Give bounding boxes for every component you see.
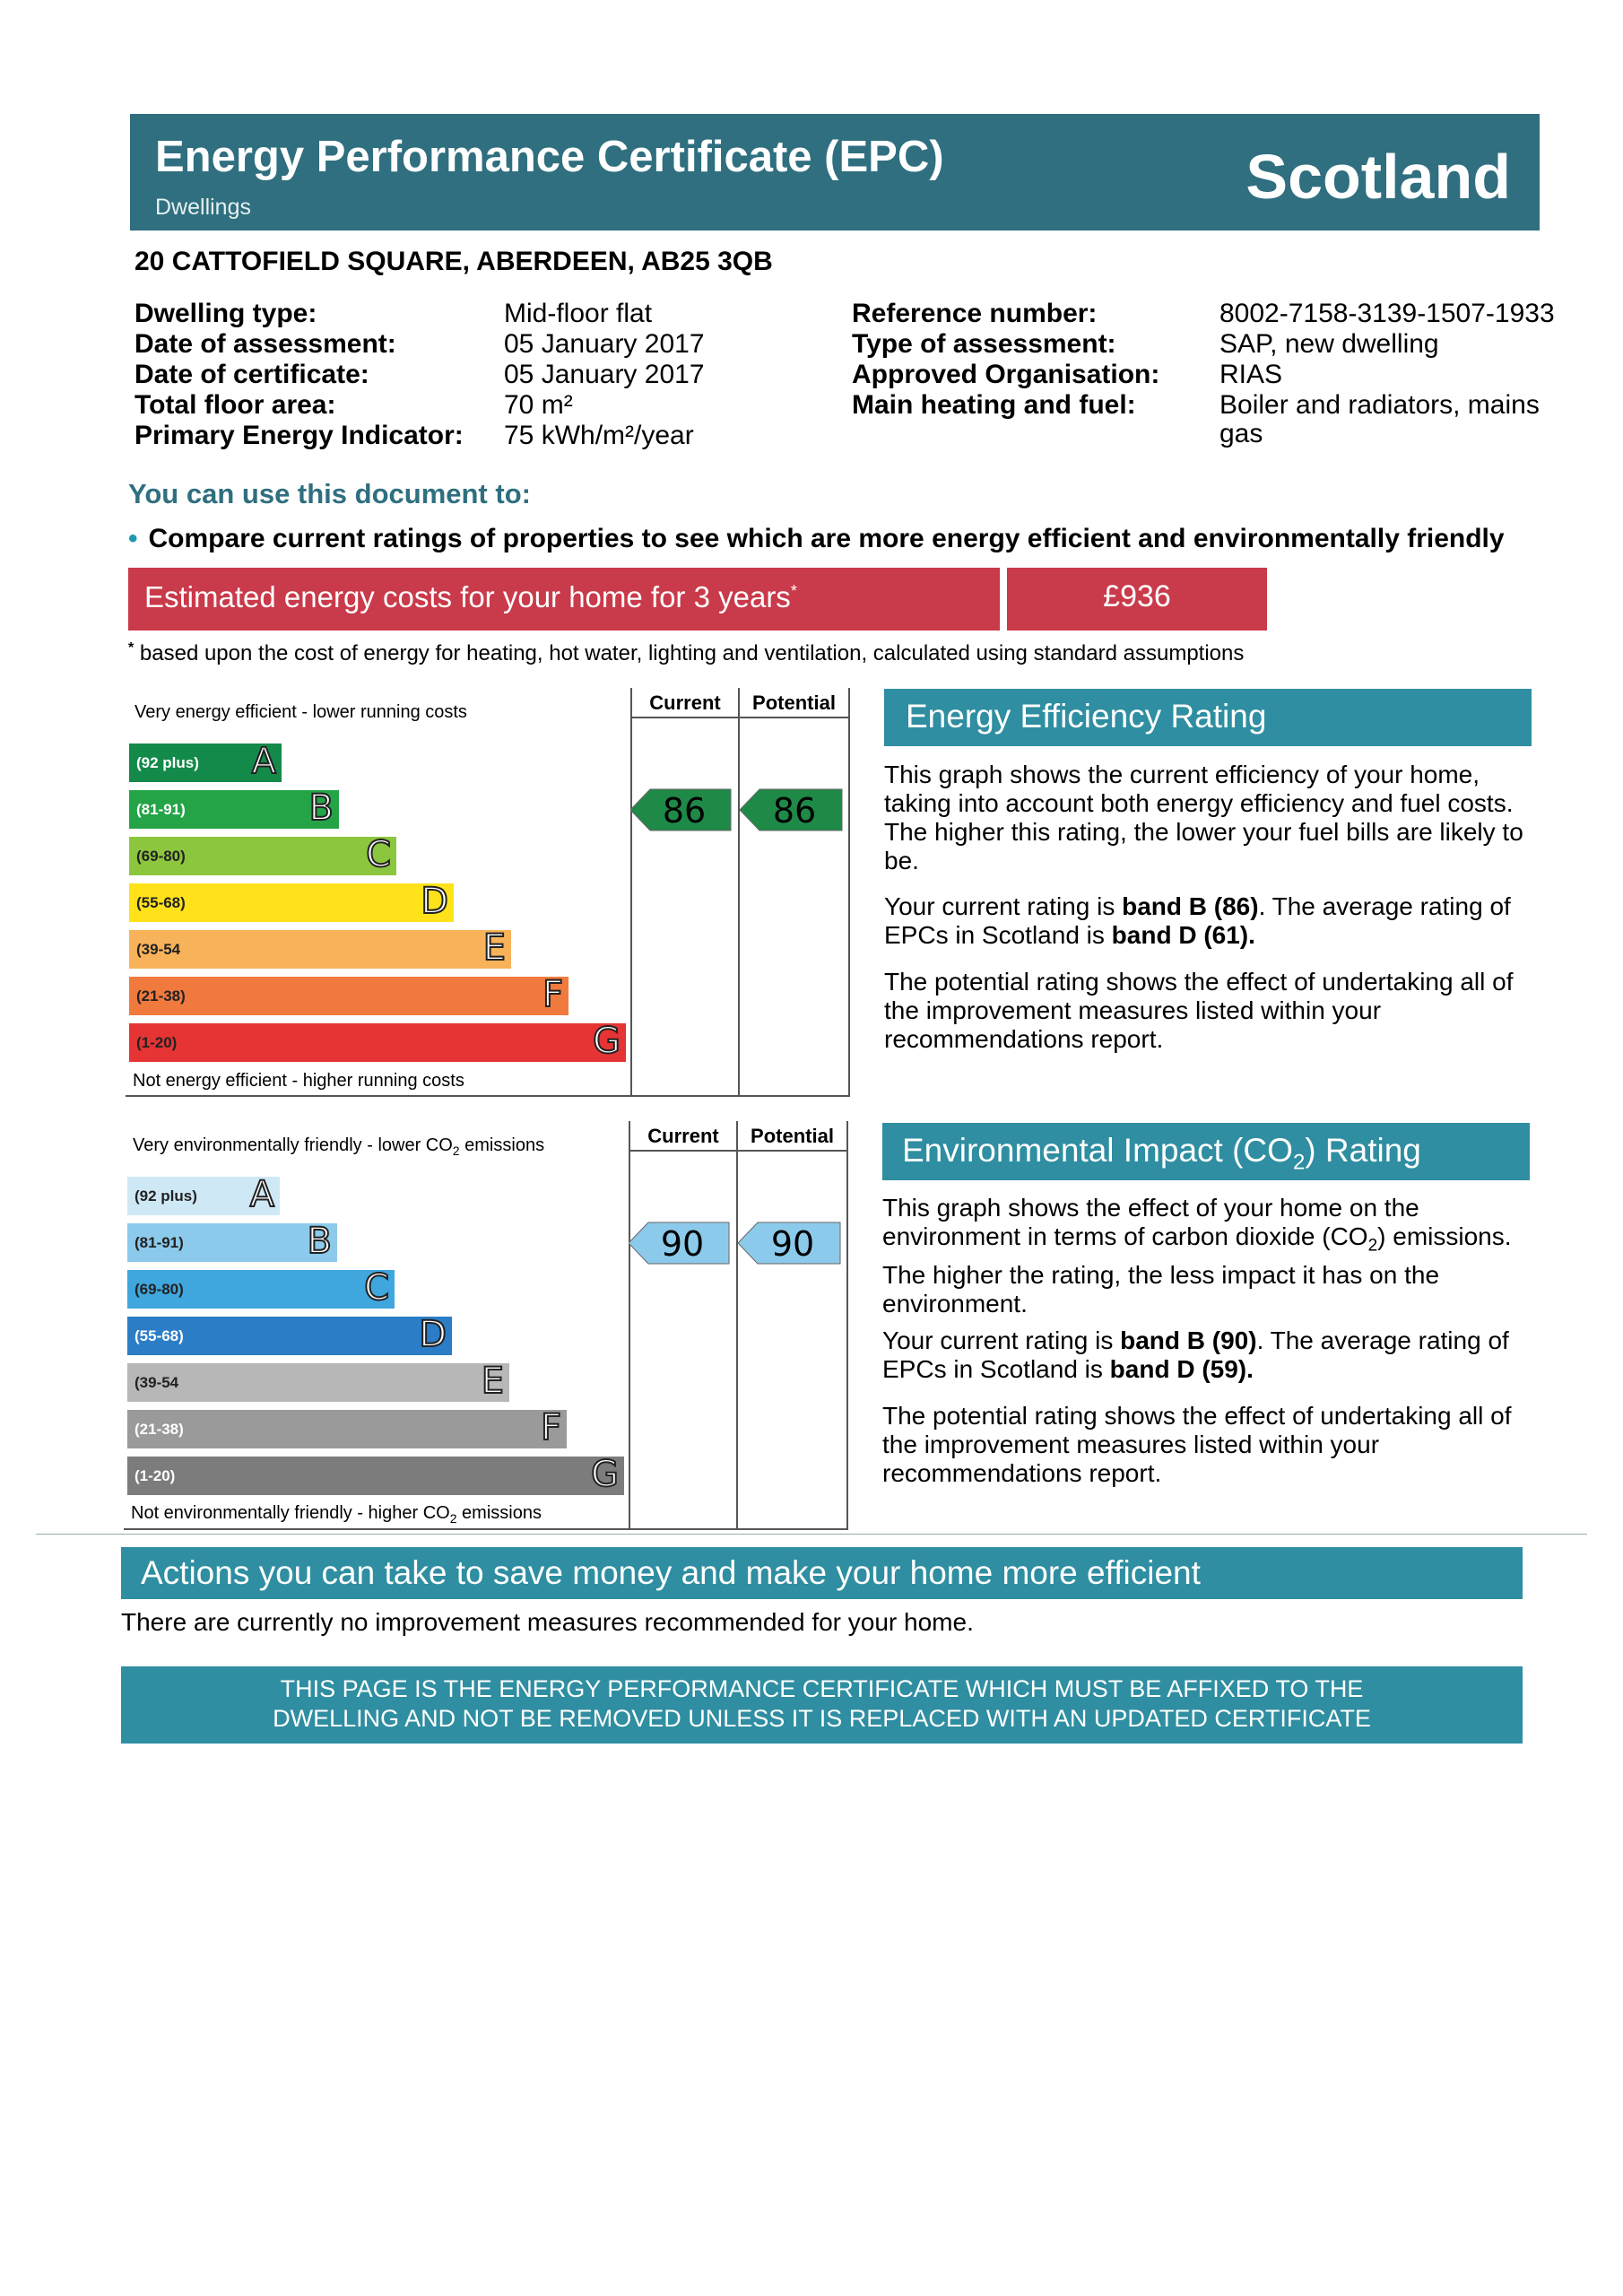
energy-efficiency-chart bbox=[126, 688, 850, 1097]
env-p1-sub: 2 bbox=[1367, 1236, 1378, 1256]
env-band-f bbox=[127, 1407, 567, 1448]
env-band-letter: G bbox=[591, 1454, 619, 1495]
energy-potential-value: 86 bbox=[772, 791, 817, 831]
cost-footnote-text: based upon the cost of energy for heating, hot water, lighting and ventilation, calculated using standard assumptions bbox=[134, 641, 1245, 665]
env-current-column-header: Current bbox=[647, 1125, 719, 1147]
region-label: Scotland bbox=[1245, 142, 1511, 212]
energy-band-d bbox=[129, 883, 454, 922]
environmental-impact-heading-bar bbox=[882, 1123, 1530, 1180]
heating-fuel-value-cont: gas bbox=[1219, 419, 1263, 448]
energy-side-paragraph-3: The potential rating shows the effect of undertaking all of the improvement measures listed within your recommendations report. bbox=[884, 968, 1514, 1053]
env-p1-end: ) emissions. The higher the rating, the less impact it has on the environment. bbox=[882, 1222, 1512, 1318]
section-divider bbox=[36, 1534, 1587, 1535]
energy-chart-header-rule bbox=[630, 717, 850, 718]
energy-indicator-value: 75 kWh/m²/year bbox=[504, 421, 694, 450]
env-band-letter: B bbox=[307, 1221, 332, 1262]
env-band-d bbox=[127, 1314, 452, 1355]
env-heading-end: ) Rating bbox=[1305, 1132, 1421, 1169]
notice-line-2: DWELLING AND NOT BE REMOVED UNLESS IT IS REPLACED WITH AN UPDATED CERTIFICATE bbox=[273, 1705, 1371, 1732]
approved-organisation-label: Approved Organisation: bbox=[852, 360, 1160, 389]
page-subtitle: Dwellings bbox=[155, 195, 251, 220]
energy-band-range: (1-20) bbox=[136, 1034, 178, 1051]
energy-current-value: 86 bbox=[662, 791, 707, 831]
energy-rating-arrows bbox=[630, 788, 850, 831]
env-band-e bbox=[127, 1363, 509, 1402]
energy-band-range: (21-38) bbox=[136, 987, 186, 1004]
floor-area-value: 70 m² bbox=[504, 390, 573, 420]
header-banner bbox=[130, 114, 1540, 230]
env-band-c bbox=[127, 1267, 395, 1309]
energy-chart-top-caption: Very energy efficient - lower running costs bbox=[135, 702, 467, 722]
env-band-letter: D bbox=[419, 1314, 447, 1355]
footnote-marker: * bbox=[128, 640, 135, 656]
energy-band-range: (55-68) bbox=[136, 894, 186, 911]
env-top-caption-end: emissions bbox=[459, 1135, 545, 1155]
assessment-type-value: SAP, new dwelling bbox=[1219, 329, 1439, 359]
energy-band-range: (39-54 bbox=[136, 941, 181, 958]
env-band-letter: A bbox=[249, 1174, 274, 1215]
energy-average-text: . The average rating of EPCs in Scotland is bbox=[884, 892, 1511, 949]
energy-chart-divider bbox=[848, 688, 850, 1097]
energy-chart-bottom-caption: Not energy efficient - higher running costs bbox=[133, 1071, 464, 1091]
energy-band-range: (92 plus) bbox=[136, 754, 199, 771]
env-band-letter: F bbox=[540, 1407, 561, 1448]
env-rating-arrows bbox=[629, 1222, 848, 1265]
energy-current-column-header: Current bbox=[649, 691, 721, 714]
energy-band-b bbox=[129, 787, 339, 829]
dwelling-type-label: Dwelling type: bbox=[135, 299, 317, 328]
environmental-impact-heading bbox=[902, 1132, 1421, 1175]
certificate-notice-bar bbox=[121, 1666, 1523, 1744]
env-band-range: (69-80) bbox=[135, 1281, 184, 1298]
approved-organisation-value: RIAS bbox=[1219, 360, 1283, 389]
env-band-range: (39-54 bbox=[135, 1374, 179, 1391]
energy-rating-text: Your current rating is bbox=[884, 892, 1123, 920]
env-bottom-caption-sub: 2 bbox=[449, 1511, 457, 1526]
energy-band-letter: E bbox=[482, 927, 506, 969]
env-chart-top-caption bbox=[133, 1135, 544, 1158]
cost-footnote bbox=[128, 640, 1244, 666]
env-chart-divider bbox=[629, 1121, 630, 1530]
env-top-caption-text: Very environmentally friendly - lower CO bbox=[133, 1135, 453, 1155]
env-band-range: (55-68) bbox=[135, 1327, 184, 1344]
env-band-g bbox=[127, 1454, 624, 1495]
env-potential-column-header: Potential bbox=[751, 1125, 834, 1147]
env-average-text: . The average rating of EPCs in Scotland is bbox=[882, 1326, 1509, 1383]
env-side-paragraph-1 bbox=[882, 1194, 1528, 1318]
page-title: Energy Performance Certificate (EPC) bbox=[155, 133, 944, 181]
certificate-date-value: 05 January 2017 bbox=[504, 360, 705, 389]
env-side-paragraph-3: The potential rating shows the effect of undertaking all of the improvement measures listed within your recommendations report. bbox=[882, 1402, 1512, 1487]
energy-indicator-label: Primary Energy Indicator: bbox=[135, 421, 464, 450]
estimated-cost-text: Estimated energy costs for your home for 3 years bbox=[144, 580, 791, 613]
energy-band-range: (81-91) bbox=[136, 801, 186, 818]
reference-number-value: 8002-7158-3139-1507-1933 bbox=[1219, 299, 1555, 328]
energy-potential-column-header: Potential bbox=[752, 691, 836, 714]
env-average-band: band D (59). bbox=[1109, 1355, 1254, 1383]
env-chart-divider bbox=[846, 1121, 848, 1530]
dwelling-type-value: Mid-floor flat bbox=[504, 299, 653, 328]
actions-heading-bar bbox=[121, 1547, 1523, 1599]
environmental-impact-chart bbox=[124, 1121, 848, 1530]
energy-current-band: band B (86) bbox=[1122, 892, 1259, 920]
use-document-text: Compare current ratings of properties to see which are more energy efficient and environmentally friendly bbox=[148, 524, 1505, 553]
env-chart-bottom-caption bbox=[131, 1503, 542, 1526]
assessment-date-label: Date of assessment: bbox=[135, 329, 396, 359]
energy-band-letter: A bbox=[251, 741, 276, 782]
env-chart-bottom-rule bbox=[124, 1528, 848, 1530]
env-potential-value: 90 bbox=[770, 1224, 815, 1264]
estimated-cost-label bbox=[144, 580, 797, 614]
env-band-b bbox=[127, 1223, 337, 1262]
estimated-cost-value-box bbox=[1007, 568, 1267, 631]
energy-band-letter: D bbox=[421, 881, 448, 922]
energy-band-e bbox=[129, 927, 511, 969]
actions-heading: Actions you can take to save money and make your home more efficient bbox=[141, 1554, 1201, 1591]
energy-chart-bottom-rule bbox=[126, 1095, 850, 1097]
energy-band-f bbox=[129, 974, 568, 1015]
energy-band-g bbox=[129, 1023, 626, 1062]
notice-line-1: THIS PAGE IS THE ENERGY PERFORMANCE CERTIFICATE WHICH MUST BE AFFIXED TO THE bbox=[280, 1675, 1364, 1702]
env-current-value: 90 bbox=[660, 1224, 705, 1264]
property-address: 20 CATTOFIELD SQUARE, ABERDEEN, AB25 3QB bbox=[135, 247, 773, 276]
env-band-range: (21-38) bbox=[135, 1421, 184, 1438]
energy-chart-divider bbox=[630, 688, 632, 1097]
env-band-letter: E bbox=[481, 1361, 504, 1402]
certificate-date-label: Date of certificate: bbox=[135, 360, 369, 389]
floor-area-label: Total floor area: bbox=[135, 390, 336, 420]
env-heading-text: Environmental Impact (CO bbox=[902, 1132, 1293, 1169]
env-bottom-caption-text: Not environmentally friendly - higher CO bbox=[131, 1503, 450, 1523]
env-side-paragraph-2 bbox=[882, 1326, 1528, 1384]
energy-band-letter: B bbox=[308, 787, 334, 829]
use-document-bullet bbox=[128, 524, 1505, 554]
cost-asterisk: * bbox=[790, 582, 797, 600]
energy-band-a bbox=[129, 741, 282, 782]
assessment-type-label: Type of assessment: bbox=[852, 329, 1116, 359]
energy-efficiency-heading: Energy Efficiency Rating bbox=[906, 698, 1267, 735]
estimated-cost-value: £936 bbox=[1103, 579, 1171, 613]
env-bottom-caption-end: emissions bbox=[456, 1503, 542, 1523]
heating-fuel-value: Boiler and radiators, mains bbox=[1219, 390, 1540, 420]
env-rating-text: Your current rating is bbox=[882, 1326, 1121, 1354]
assessment-date-value: 05 January 2017 bbox=[504, 329, 705, 359]
energy-band-range: (69-80) bbox=[136, 848, 186, 865]
env-band-letter: C bbox=[364, 1267, 389, 1309]
energy-band-letter: C bbox=[366, 834, 391, 875]
env-band-a bbox=[127, 1174, 280, 1215]
env-current-band: band B (90) bbox=[1120, 1326, 1257, 1354]
use-document-heading: You can use this document to: bbox=[128, 478, 531, 509]
env-heading-sub: 2 bbox=[1292, 1150, 1306, 1175]
energy-chart-divider bbox=[738, 688, 740, 1097]
bullet-icon: • bbox=[128, 524, 138, 553]
energy-efficiency-heading-bar bbox=[884, 689, 1532, 746]
energy-side-paragraph-1: This graph shows the current efficiency of your home, taking into account both energy efficiency and fuel costs. The higher this rating, the lower your fuel bills are likely to be. bbox=[884, 761, 1523, 874]
env-chart-divider bbox=[736, 1121, 738, 1530]
energy-band-letter: F bbox=[542, 974, 563, 1015]
energy-band-c bbox=[129, 834, 396, 875]
actions-text: There are currently no improvement measures recommended for your home. bbox=[121, 1608, 974, 1636]
energy-average-band: band D (61). bbox=[1111, 921, 1255, 949]
heating-fuel-label: Main heating and fuel: bbox=[852, 390, 1136, 420]
env-top-caption-sub: 2 bbox=[452, 1144, 460, 1158]
env-p1-text: This graph shows the effect of your home on the environment in terms of carbon dioxide (CO bbox=[882, 1194, 1419, 1250]
energy-band-letter: G bbox=[593, 1021, 621, 1062]
env-band-range: (92 plus) bbox=[135, 1187, 197, 1205]
estimated-cost-bar bbox=[128, 568, 1000, 631]
env-band-range: (1-20) bbox=[135, 1467, 176, 1484]
env-chart-header-rule bbox=[629, 1150, 848, 1152]
reference-number-label: Reference number: bbox=[852, 299, 1098, 328]
energy-side-paragraph-2 bbox=[884, 892, 1530, 950]
env-band-range: (81-91) bbox=[135, 1234, 184, 1251]
